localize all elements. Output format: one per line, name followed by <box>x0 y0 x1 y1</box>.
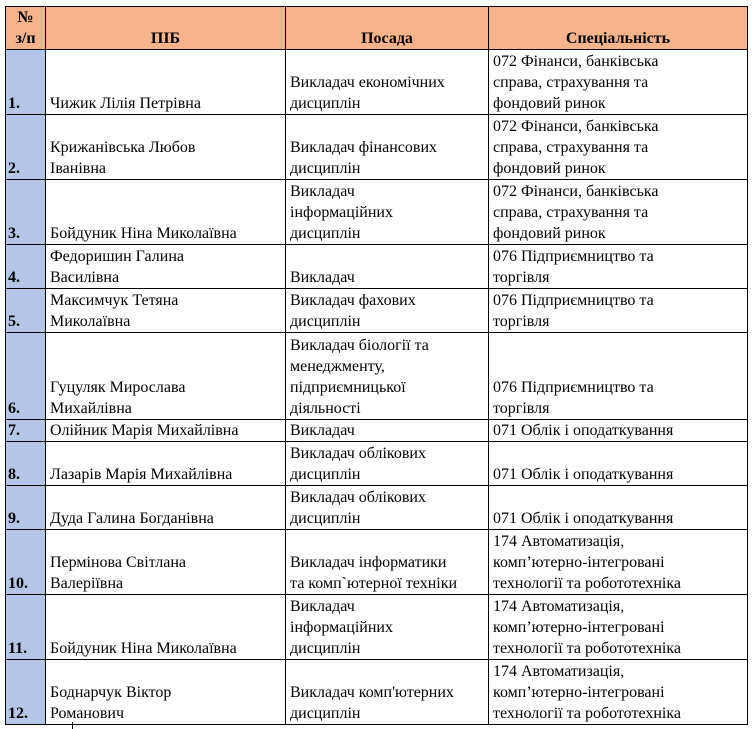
row-specialty: 072 Фінанси, банківська справа, страхування та фондовий ринок <box>489 180 748 245</box>
row-number: 3. <box>6 180 46 245</box>
row-name: Гуцуляк Мирослава Михайлівна <box>46 333 286 420</box>
row-specialty: 174 Автоматизація, комп’ютерно-інтегровані технології та робототехніка <box>489 530 748 595</box>
row-position: Викладач <box>286 420 489 442</box>
table-row <box>6 660 748 725</box>
row-position: Викладач інформатики та комп`ютерної техніки <box>286 530 489 595</box>
row-name: Лазарів Марія Михайлівна <box>46 442 286 486</box>
row-name: Дуда Галина Богданівна <box>46 486 286 530</box>
row-name: Федоришин Галина Василівна <box>46 245 286 289</box>
row-name: Бойдуник Ніна Миколаївна <box>46 180 286 245</box>
row-number: 10. <box>6 530 46 595</box>
row-position: Викладач облікових дисциплін <box>286 486 489 530</box>
header-position: Посада <box>286 7 489 50</box>
staff-table <box>5 6 748 725</box>
row-specialty: 076 Підприємництво та торгівля <box>489 333 748 420</box>
row-number: 9. <box>6 486 46 530</box>
table-row <box>6 530 748 595</box>
table-row <box>6 50 748 115</box>
row-specialty: 072 Фінанси, банківська справа, страхування та фондовий ринок <box>489 115 748 180</box>
row-position: Викладач комп'ютерних дисциплін <box>286 660 489 725</box>
row-position: Викладач <box>286 245 489 289</box>
table-row <box>6 115 748 180</box>
header-number: № з/п <box>6 7 46 50</box>
table-header-row <box>6 7 748 50</box>
table-row <box>6 486 748 530</box>
row-position: Викладач інформаційних дисциплін <box>286 595 489 660</box>
row-name: Олійник Марія Михайлівна <box>46 420 286 442</box>
row-number: 7. <box>6 420 46 442</box>
row-number: 4. <box>6 245 46 289</box>
table-row <box>6 333 748 420</box>
row-name: Чижик Лілія Петрівна <box>46 50 286 115</box>
table-body <box>6 50 748 725</box>
row-number: 6. <box>6 333 46 420</box>
row-name: Пермінова Світлана Валеріївна <box>46 530 286 595</box>
row-name: Крижанівська Любов Іванівна <box>46 115 286 180</box>
page-edge-mark <box>72 722 73 729</box>
table-row <box>6 245 748 289</box>
row-name: Боднарчук Віктор Романович <box>46 660 286 725</box>
row-position: Викладач фінансових дисциплін <box>286 115 489 180</box>
row-position: Викладач фахових дисциплін <box>286 289 489 333</box>
row-number: 1. <box>6 50 46 115</box>
table-row <box>6 180 748 245</box>
table-row <box>6 442 748 486</box>
row-specialty: 071 Облік і оподаткування <box>489 442 748 486</box>
row-specialty: 072 Фінанси, банківська справа, страхування та фондовий ринок <box>489 50 748 115</box>
row-position: Викладач економічних дисциплін <box>286 50 489 115</box>
table-row <box>6 595 748 660</box>
row-number: 12. <box>6 660 46 725</box>
row-position: Викладач біології та менеджменту, підприємницької діяльності <box>286 333 489 420</box>
row-position: Викладач облікових дисциплін <box>286 442 489 486</box>
row-specialty: 076 Підприємництво та торгівля <box>489 245 748 289</box>
header-specialty: Спеціальність <box>489 7 748 50</box>
row-name: Бойдуник Ніна Миколаївна <box>46 595 286 660</box>
table-row <box>6 289 748 333</box>
row-number: 2. <box>6 115 46 180</box>
row-number: 8. <box>6 442 46 486</box>
row-specialty: 071 Облік і оподаткування <box>489 420 748 442</box>
row-name: Максимчук Тетяна Миколаївна <box>46 289 286 333</box>
row-specialty: 174 Автоматизація, комп’ютерно-інтегровані технології та робототехніка <box>489 595 748 660</box>
row-number: 11. <box>6 595 46 660</box>
header-name: ПІБ <box>46 7 286 50</box>
row-position: Викладач інформаційних дисциплін <box>286 180 489 245</box>
row-specialty: 071 Облік і оподаткування <box>489 486 748 530</box>
row-number: 5. <box>6 289 46 333</box>
table-row <box>6 420 748 442</box>
row-specialty: 174 Автоматизація, комп’ютерно-інтегровані технології та робототехніка <box>489 660 748 725</box>
row-specialty: 076 Підприємництво та торгівля <box>489 289 748 333</box>
